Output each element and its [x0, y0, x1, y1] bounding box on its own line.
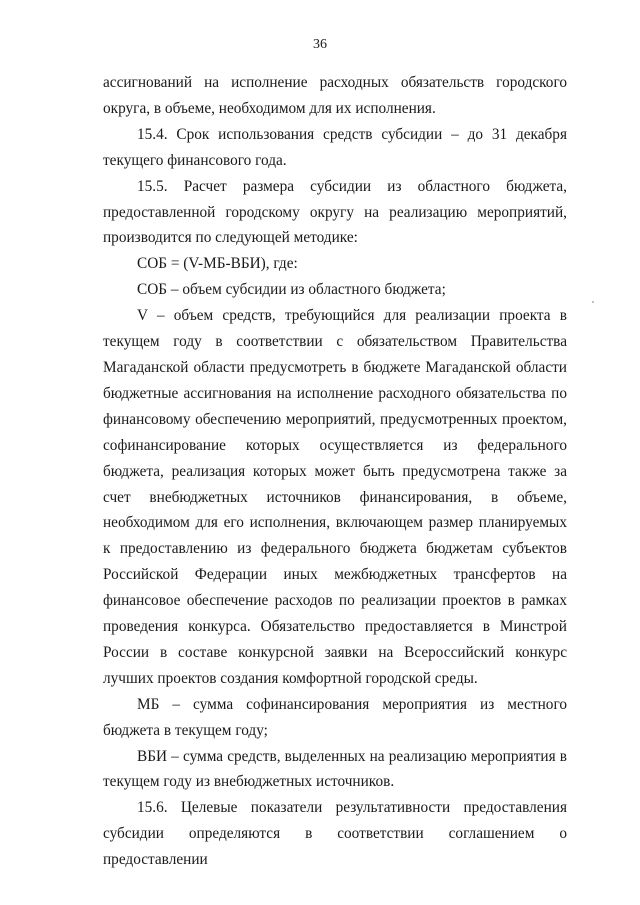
page-number: 36: [313, 37, 327, 52]
paragraph-15-6: 15.6. Целевые показатели результативности предоставления субсидии определяются в соответствии соглашением о предоставлении: [103, 799, 567, 869]
document-body: [103, 70, 567, 873]
definition-sob: СОБ – объем субсидии из областного бюджета;: [137, 281, 446, 299]
paragraph-15-5: 15.5. Расчет размера субсидии из областного бюджета, предоставленной городскому округу на реализацию мероприятий, производится по следующей методике:: [103, 177, 567, 247]
paragraph-continuation: ассигнований на исполнение расходных обязательств городского округа, в объеме, необходимом для их исполнения.: [103, 74, 567, 117]
formula-line: СОБ = (V-МБ-ВБИ), где:: [137, 255, 298, 273]
paragraph-15-4: 15.4. Срок использования средств субсидии – до 31 декабря текущего финансового года.: [103, 125, 567, 169]
definition-mb: МБ – сумма софинансирования мероприятия из местного бюджета в текущем году;: [103, 695, 567, 739]
definition-vbi: ВБИ – сумма средств, выделенных на реализацию мероприятия в текущем году из внебюджетных источников.: [103, 747, 567, 791]
definition-v: V – объем средств, требующийся для реализации проекта в текущем году в соответствии с обязательством Правительства Магаданской области предусмотреть в бюджете Магаданской области бюджетные ассигнования на исполнение расходного обязательства по финансовому обеспечению мероприятий, предусмотренных проектом, софинансирование которых осуществляется из федерального бюджета, реализация которых может быть предусмотрена также за счет внебюджетных источников финансирования, в объеме, необходимом для его исполнения, включающем размер планируемых к предоставлению из федерального бюджета бюджетам субъектов Российской Федерации иных межбюджетных трансфертов на финансовое обеспечение расходов по реализации проектов в рамках проведения конкурса. Обязательство предоставляется в Минстрой России в составе конкурсной заявки на Всероссийский конкурс лучших проектов создания комфортной городской среды.: [103, 307, 567, 687]
scan-speck: [592, 301, 594, 303]
